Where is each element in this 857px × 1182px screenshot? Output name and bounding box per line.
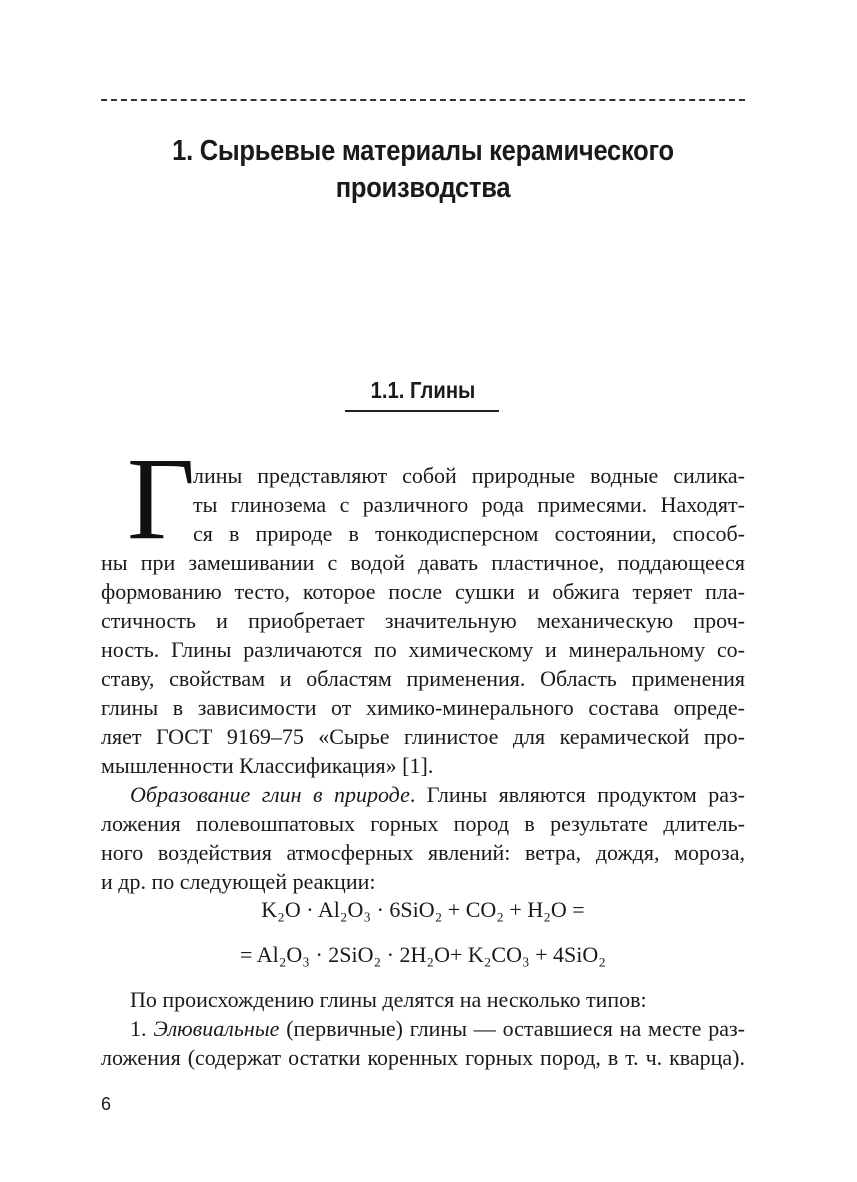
chapter-title-line-1: 1. Сырьевые материалы керамического: [172, 135, 674, 167]
paragraph-1-line-5: формованию тесто, которое после сушки и обжига теряет пла-: [101, 579, 745, 604]
paragraph-4-italic-term: Элювиальные: [153, 1016, 280, 1041]
paragraph-4-line-1-rest: (первичные) глины — оставшиеся на месте раз-: [279, 1016, 745, 1041]
section-title-underline: [345, 410, 499, 412]
paragraph-1-line-9: глины в зависимости от химико-минерального состава опреде-: [101, 695, 745, 720]
paragraph-2-line-1-rest: . Глины являются продуктом раз-: [409, 782, 746, 807]
top-dashed-rule: [101, 99, 745, 101]
chapter-title: [140, 133, 707, 207]
paragraph-1-line-1: лины представляют собой природные водные силика-: [193, 463, 745, 488]
paragraph-3: По происхождению глины делятся на несколько типов:: [130, 987, 647, 1012]
paragraph-2-line-3: ного воздействия атмосферных явлений: ветра, дождя, мороза,: [101, 840, 745, 865]
paragraph-1-line-7: ность. Глины различаются по химическому и минеральному со-: [101, 637, 745, 662]
chapter-title-line-2: производства: [335, 172, 511, 204]
paragraph-1-line-10: ляет ГОСТ 9169–75 «Сырье глинистое для керамической про-: [101, 724, 745, 749]
paragraph-1-line-6: стичность и приобретает значительную механическую проч-: [101, 608, 745, 633]
paragraph-1-line-3: ся в природе в тонкодисперсном состоянии, способ-: [193, 521, 745, 546]
paragraph-1-line-4: ны при замешивании с водой давать пластичное, поддающееся: [101, 550, 745, 575]
paragraph-1-line-8: ставу, свойствам и областям применения. Область применения: [101, 666, 745, 691]
reaction-formula-line-1: K₂O · Al₂O₃ · 6SiO₂ + CO₂ + H₂O =: [261, 897, 585, 922]
paragraph-2-line-1: [130, 780, 745, 809]
paragraph-2-line-4: и др. по следующей реакции:: [101, 869, 376, 894]
reaction-formula-line-2: = Al₂O₃ · 2SiO₂ · 2H₂O+ K₂CO₃ + 4SiO₂: [240, 942, 606, 967]
page-number: 6: [101, 1094, 112, 1114]
paragraph-2-line-2: ложения полевошпатовых горных пород в результате длитель-: [101, 811, 745, 836]
paragraph-2-italic-lead: Образование глин в природе: [130, 782, 410, 807]
dropcap-letter: Г: [127, 433, 196, 564]
paragraph-4-line-2: ложения (содержат остатки коренных горных пород, в т. ч. кварца).: [101, 1045, 745, 1070]
list-item-number: 1.: [130, 1016, 154, 1041]
paragraph-4-line-1: [130, 1014, 745, 1043]
section-title: 1.1. Глины: [370, 377, 476, 403]
paragraph-1-line-2: ты глинозема с различного рода примесями. Находят-: [193, 492, 745, 517]
paragraph-1-line-11: мышленности Классификация» [1].: [101, 753, 434, 778]
